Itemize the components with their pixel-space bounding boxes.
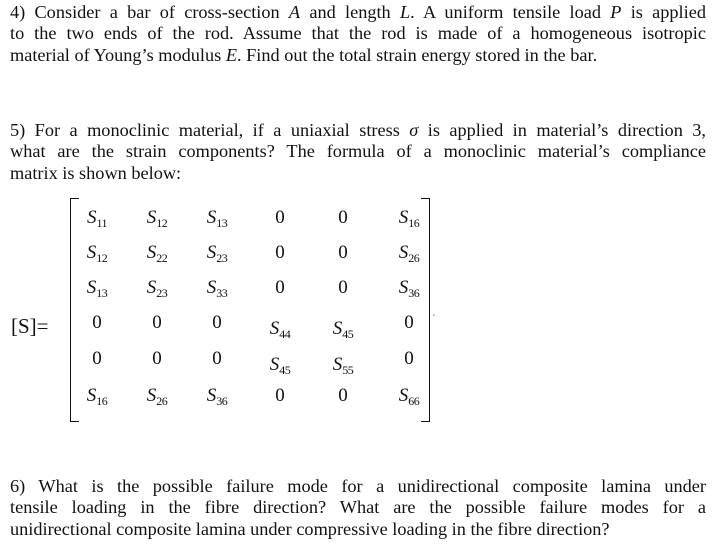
matrix-entry: S36 [398, 277, 420, 300]
matrix-entry: S45 [269, 354, 291, 377]
math-symbol: P [610, 2, 622, 22]
text-run: and length [300, 2, 400, 22]
text-run: 6) What is the possible failure mode for a unidirectional composite lamina under [10, 476, 706, 496]
matrix-entry: 0 [338, 242, 348, 263]
text-run: 4) Consider a bar of cross-section [10, 2, 289, 22]
matrix-entry: 0 [338, 207, 348, 228]
matrix-entry: S16 [86, 385, 108, 408]
matrix-entry: S45 [332, 318, 354, 341]
text-run: . Find out the total strain energy stored in the bar. [237, 45, 598, 65]
matrix-entry: S23 [206, 242, 228, 265]
matrix-entry: S66 [398, 385, 420, 408]
text-line [10, 476, 706, 497]
math-symbol: σ [409, 120, 419, 140]
text-run: 5) For a monoclinic material, if a uniaxial stress [10, 120, 410, 140]
matrix-entry: S36 [206, 385, 228, 408]
matrix-entry: S22 [146, 242, 168, 265]
matrix-entry: S26 [146, 385, 168, 408]
text-run: matrix is shown below: [10, 163, 182, 183]
matrix-entry: S33 [206, 277, 228, 300]
matrix-entry: S11 [86, 207, 108, 230]
math-symbol: E [225, 45, 237, 65]
matrix-entry: 0 [404, 348, 414, 369]
matrix-entry: 0 [92, 312, 102, 333]
matrix-entry: S55 [332, 354, 354, 377]
text-line [10, 45, 706, 66]
text-run: . A uniform tensile load [410, 2, 611, 22]
matrix-lhs: [S]= [11, 314, 49, 338]
matrix-entry: 0 [275, 385, 285, 406]
matrix-entry: 0 [338, 277, 348, 298]
matrix-entry: S12 [86, 242, 108, 265]
matrix-entry: S13 [206, 207, 228, 230]
matrix-entry: 0 [152, 312, 162, 333]
text-line [10, 497, 706, 518]
matrix-entry: 0 [212, 348, 222, 369]
matrix-entry: 0 [275, 242, 285, 263]
text-line [10, 23, 706, 44]
matrix-entry: S23 [146, 277, 168, 300]
matrix-entry: S12 [146, 207, 168, 230]
matrix-entry: 0 [404, 312, 414, 333]
text-run: to the two ends of the rod. Assume that the rod is made of a homogeneous isotropic [10, 23, 706, 43]
matrix-entry: 0 [152, 348, 162, 369]
text-run: is applied [621, 2, 706, 22]
text-line [10, 163, 706, 184]
text-run: what are the strain components? The formula of a monoclinic material’s compliance [10, 141, 706, 161]
text-run: tensile loading in the fibre direction? What are the possible failure modes for a [10, 497, 706, 517]
matrix-entry: 0 [92, 348, 102, 369]
text-run: is applied in material’s direction 3, [418, 120, 706, 140]
text-line [10, 141, 706, 162]
text-line [10, 2, 706, 23]
text-run: material of Young’s modulus [10, 45, 226, 65]
trailing-period: . [432, 305, 436, 320]
matrix-entry: S26 [398, 242, 420, 265]
text-line [10, 120, 706, 141]
text-line [10, 519, 706, 540]
matrix-entry: S16 [398, 207, 420, 230]
matrix-entry: 0 [275, 207, 285, 228]
matrix-entry: 0 [212, 312, 222, 333]
matrix-entry: S44 [269, 318, 291, 341]
math-symbol: A [288, 2, 301, 22]
math-symbol: L [399, 2, 411, 22]
matrix-entry: 0 [338, 385, 348, 406]
text-run: unidirectional composite lamina under compressive loading in the fibre direction? [10, 519, 610, 539]
matrix-entry: S13 [86, 277, 108, 300]
matrix-entry: 0 [275, 277, 285, 298]
